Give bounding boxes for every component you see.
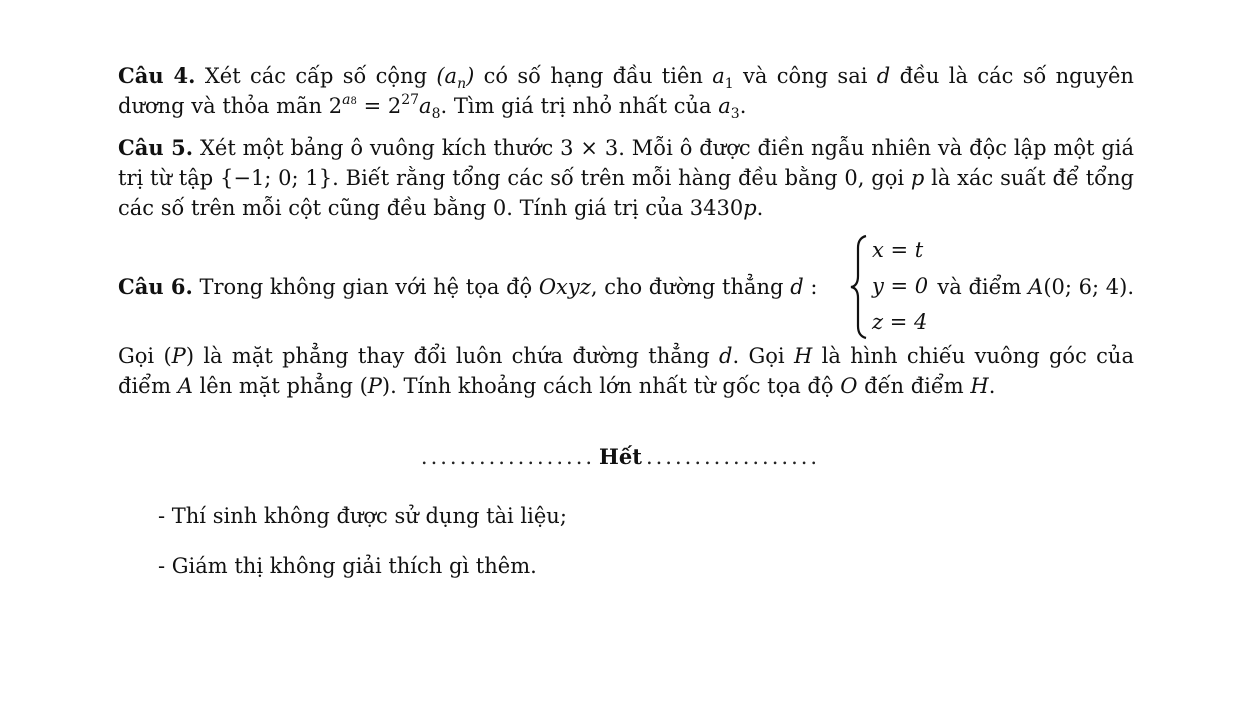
question-6-first-line: Câu 6. Trong không gian với hệ tọa độ Oxyz, cho đường thẳng d : x = t y = 0 z = 4 và điểm A(0; 6; 4). xyxy=(118,232,1134,342)
question-4-label: Câu 4. xyxy=(118,63,196,88)
question-5: Câu 5. Xét một bảng ô vuông kích thước 3 × 3. Mỗi ô được điền ngẫu nhiên và độc lập một giá trị từ tập {−1; 0; 1}. Biết rằng tổng các số trên mỗi hàng đều bằng 0, gọi p là xác suất để tổng các số trên mỗi cột cũng đều bằng 0. Tính giá trị của 3430p. xyxy=(118,135,1134,220)
question-5-label: Câu 5. xyxy=(118,135,194,160)
question-6-body: Gọi (P) là mặt phẳng thay đổi luôn chứa đường thẳng d. Gọi H là hình chiếu vuông góc của điểm A lên mặt phẳng (P). Tính khoảng cách lớn nhất từ gốc tọa độ O đến điểm H. xyxy=(118,344,1134,398)
probability-p: p xyxy=(743,196,757,220)
origin-o: O xyxy=(840,374,858,398)
equation: $2^{a8} = 2^{27}a_8$ xyxy=(328,92,441,122)
probability-p: p xyxy=(910,166,925,190)
end-word: Hết xyxy=(599,444,642,469)
question-4: Câu 4. Xét các cấp số cộng $(a_n)$ có số hạng đầu tiên $a_1$ và công sai d đều là các số nguyên dương và thỏa mãn $2^{a8} = 2^{27}a_8$. Tìm giá trị nhỏ nhất của $a_3$. xyxy=(118,63,1134,122)
equation-x: x = t xyxy=(872,238,924,262)
point-h: H xyxy=(794,344,813,368)
plane-p: P xyxy=(171,344,186,368)
end-of-exam-marker xyxy=(0,442,1241,472)
line-equation-system xyxy=(872,232,928,340)
seq-an: $(a_n)$ xyxy=(436,64,475,92)
q4-text: có số hạng đầu tiên xyxy=(483,64,703,88)
coordinate-system: Oxyz xyxy=(538,275,591,299)
line-d: d xyxy=(719,344,733,368)
point-a: A xyxy=(177,374,193,398)
q6-text: và điểm xyxy=(937,275,1022,299)
q5-text: là xác suất để tổng các số trên mỗi cột cũng đều bằng 0. Tính giá trị của 3430 xyxy=(118,166,1134,220)
equation-z: z = 4 xyxy=(872,310,928,334)
dotted-leader: .................. xyxy=(645,445,821,469)
point-h: H xyxy=(970,374,989,398)
q6-text: Trong không gian với hệ tọa độ xyxy=(199,275,533,299)
term-a3: $a_3$ xyxy=(718,94,740,122)
q4-text: . Tìm giá trị nhỏ nhất của xyxy=(440,94,712,118)
q4-text: đều là các số nguyên dương và thỏa mãn xyxy=(118,64,1134,118)
q4-text: Xét các cấp số cộng xyxy=(204,64,428,88)
common-difference-d: d xyxy=(876,64,891,88)
note-no-explanation: - Giám thị không giải thích gì thêm. xyxy=(158,554,537,578)
dotted-leader: .................. xyxy=(420,445,596,469)
q6-text: , cho đường thẳng xyxy=(590,275,784,299)
note-no-materials: - Thí sinh không được sử dụng tài liệu; xyxy=(158,504,567,528)
point-a-coordinates: (0; 6; 4). xyxy=(1043,275,1134,299)
q4-text: và công sai xyxy=(743,64,868,88)
term-a1: $a_1$ xyxy=(712,64,734,92)
question-6-label: Câu 6. xyxy=(118,274,193,299)
point-a: A xyxy=(1028,275,1044,299)
q5-text: Xét một bảng ô vuông kích thước 3 × 3. Mỗi ô được điền ngẫu nhiên và độc lập một giá trị từ tập {−1; 0; 1}. Biết rằng tổng các số trên mỗi hàng đều bằng 0, gọi xyxy=(118,136,1134,190)
line-d: d xyxy=(790,275,804,299)
plane-p: P xyxy=(367,374,382,398)
equation-y: y = 0 xyxy=(872,274,929,298)
left-brace-icon xyxy=(848,232,870,342)
